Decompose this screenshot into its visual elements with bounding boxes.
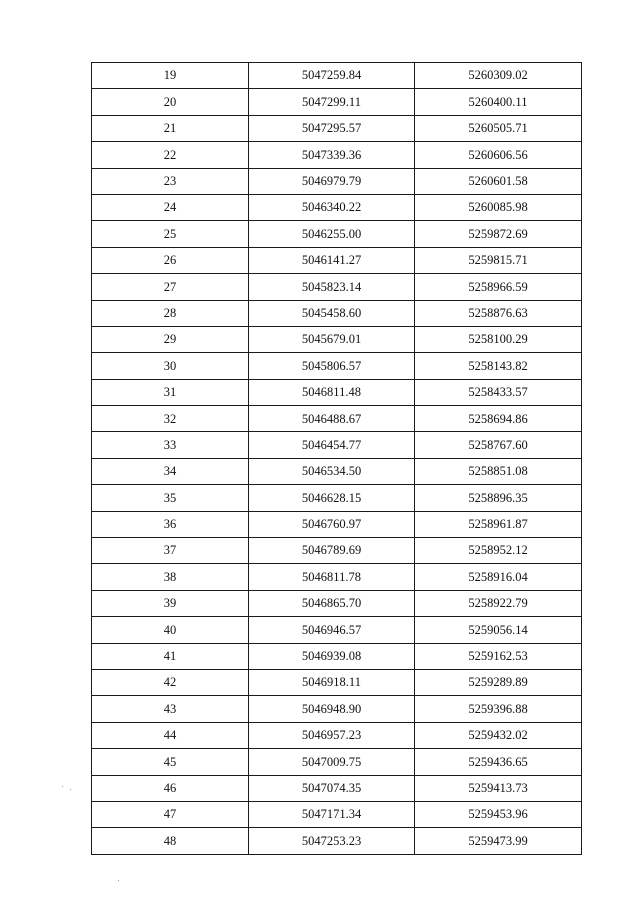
y-coordinate-cell: 5260601.58 [415, 168, 582, 194]
point-number-cell: 39 [92, 590, 249, 616]
scan-speck [70, 789, 71, 790]
table-row [92, 590, 582, 616]
table-row [92, 696, 582, 722]
point-number-cell: 48 [92, 828, 249, 854]
point-number-cell: 45 [92, 749, 249, 775]
table-row [92, 669, 582, 695]
x-coordinate-cell: 5046811.48 [249, 379, 415, 405]
point-number-cell: 47 [92, 801, 249, 827]
y-coordinate-cell: 5259162.53 [415, 643, 582, 669]
y-coordinate-cell: 5259453.96 [415, 801, 582, 827]
coordinates-table [91, 62, 582, 855]
y-coordinate-cell: 5258922.79 [415, 590, 582, 616]
point-number-cell: 28 [92, 300, 249, 326]
point-number-cell: 25 [92, 221, 249, 247]
y-coordinate-cell: 5258961.87 [415, 511, 582, 537]
table-row [92, 353, 582, 379]
table-row [92, 775, 582, 801]
x-coordinate-cell: 5047253.23 [249, 828, 415, 854]
y-coordinate-cell: 5258876.63 [415, 300, 582, 326]
y-coordinate-cell: 5258896.35 [415, 485, 582, 511]
table-row [92, 168, 582, 194]
x-coordinate-cell: 5045679.01 [249, 326, 415, 352]
table-row [92, 432, 582, 458]
y-coordinate-cell: 5259432.02 [415, 722, 582, 748]
table-row [92, 326, 582, 352]
x-coordinate-cell: 5046534.50 [249, 458, 415, 484]
point-number-cell: 19 [92, 63, 249, 89]
point-number-cell: 43 [92, 696, 249, 722]
x-coordinate-cell: 5046454.77 [249, 432, 415, 458]
table-row [92, 406, 582, 432]
table-row [92, 194, 582, 220]
scan-speck [62, 786, 63, 787]
x-coordinate-cell: 5046811.78 [249, 564, 415, 590]
point-number-cell: 24 [92, 194, 249, 220]
table-row [92, 63, 582, 89]
y-coordinate-cell: 5260505.71 [415, 115, 582, 141]
point-number-cell: 37 [92, 538, 249, 564]
x-coordinate-cell: 5047339.36 [249, 142, 415, 168]
table-row [92, 617, 582, 643]
y-coordinate-cell: 5260309.02 [415, 63, 582, 89]
x-coordinate-cell: 5046957.23 [249, 722, 415, 748]
point-number-cell: 44 [92, 722, 249, 748]
x-coordinate-cell: 5046979.79 [249, 168, 415, 194]
y-coordinate-cell: 5258143.82 [415, 353, 582, 379]
x-coordinate-cell: 5046488.67 [249, 406, 415, 432]
table-row [92, 115, 582, 141]
table-row [92, 538, 582, 564]
scan-speck [118, 880, 119, 881]
y-coordinate-cell: 5260400.11 [415, 89, 582, 115]
coordinates-table-body [92, 63, 582, 855]
point-number-cell: 23 [92, 168, 249, 194]
x-coordinate-cell: 5046939.08 [249, 643, 415, 669]
y-coordinate-cell: 5258952.12 [415, 538, 582, 564]
table-row [92, 300, 582, 326]
point-number-cell: 31 [92, 379, 249, 405]
y-coordinate-cell: 5259056.14 [415, 617, 582, 643]
x-coordinate-cell: 5045806.57 [249, 353, 415, 379]
y-coordinate-cell: 5258433.57 [415, 379, 582, 405]
x-coordinate-cell: 5046141.27 [249, 247, 415, 273]
table-row [92, 458, 582, 484]
x-coordinate-cell: 5046865.70 [249, 590, 415, 616]
table-row [92, 485, 582, 511]
point-number-cell: 42 [92, 669, 249, 695]
table-row [92, 89, 582, 115]
point-number-cell: 29 [92, 326, 249, 352]
point-number-cell: 38 [92, 564, 249, 590]
y-coordinate-cell: 5258966.59 [415, 274, 582, 300]
point-number-cell: 33 [92, 432, 249, 458]
x-coordinate-cell: 5046918.11 [249, 669, 415, 695]
y-coordinate-cell: 5258100.29 [415, 326, 582, 352]
table-row [92, 749, 582, 775]
x-coordinate-cell: 5047074.35 [249, 775, 415, 801]
point-number-cell: 41 [92, 643, 249, 669]
table-row [92, 801, 582, 827]
point-number-cell: 22 [92, 142, 249, 168]
table-row [92, 828, 582, 854]
table-row [92, 274, 582, 300]
x-coordinate-cell: 5047009.75 [249, 749, 415, 775]
y-coordinate-cell: 5259473.99 [415, 828, 582, 854]
point-number-cell: 36 [92, 511, 249, 537]
table-row [92, 247, 582, 273]
point-number-cell: 27 [92, 274, 249, 300]
y-coordinate-cell: 5259436.65 [415, 749, 582, 775]
x-coordinate-cell: 5046760.97 [249, 511, 415, 537]
y-coordinate-cell: 5260606.56 [415, 142, 582, 168]
table-row [92, 511, 582, 537]
x-coordinate-cell: 5046340.22 [249, 194, 415, 220]
y-coordinate-cell: 5258767.60 [415, 432, 582, 458]
y-coordinate-cell: 5259872.69 [415, 221, 582, 247]
y-coordinate-cell: 5258851.08 [415, 458, 582, 484]
table-row [92, 643, 582, 669]
y-coordinate-cell: 5260085.98 [415, 194, 582, 220]
y-coordinate-cell: 5259413.73 [415, 775, 582, 801]
point-number-cell: 30 [92, 353, 249, 379]
x-coordinate-cell: 5045823.14 [249, 274, 415, 300]
table-row [92, 142, 582, 168]
table-row [92, 379, 582, 405]
point-number-cell: 21 [92, 115, 249, 141]
point-number-cell: 34 [92, 458, 249, 484]
point-number-cell: 26 [92, 247, 249, 273]
y-coordinate-cell: 5259396.88 [415, 696, 582, 722]
point-number-cell: 20 [92, 89, 249, 115]
table-row [92, 564, 582, 590]
x-coordinate-cell: 5046948.90 [249, 696, 415, 722]
x-coordinate-cell: 5047299.11 [249, 89, 415, 115]
x-coordinate-cell: 5046255.00 [249, 221, 415, 247]
x-coordinate-cell: 5047295.57 [249, 115, 415, 141]
x-coordinate-cell: 5046628.15 [249, 485, 415, 511]
table-row [92, 221, 582, 247]
table-row [92, 722, 582, 748]
x-coordinate-cell: 5045458.60 [249, 300, 415, 326]
y-coordinate-cell: 5259815.71 [415, 247, 582, 273]
x-coordinate-cell: 5047171.34 [249, 801, 415, 827]
y-coordinate-cell: 5258916.04 [415, 564, 582, 590]
x-coordinate-cell: 5047259.84 [249, 63, 415, 89]
y-coordinate-cell: 5258694.86 [415, 406, 582, 432]
x-coordinate-cell: 5046946.57 [249, 617, 415, 643]
x-coordinate-cell: 5046789.69 [249, 538, 415, 564]
point-number-cell: 35 [92, 485, 249, 511]
y-coordinate-cell: 5259289.89 [415, 669, 582, 695]
point-number-cell: 32 [92, 406, 249, 432]
point-number-cell: 40 [92, 617, 249, 643]
point-number-cell: 46 [92, 775, 249, 801]
